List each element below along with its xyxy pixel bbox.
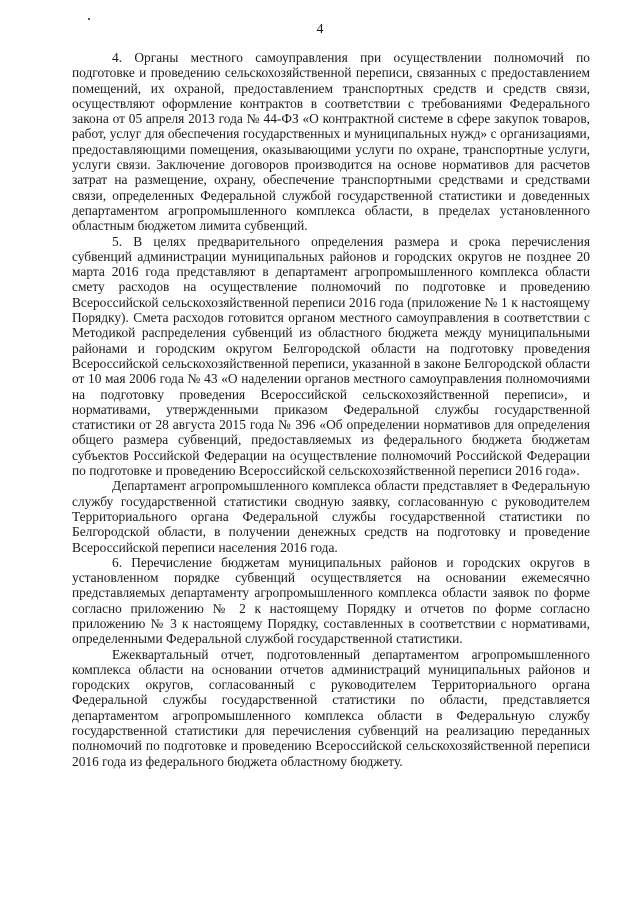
paragraph-5: 5. В целях предварительного определения размера и срока перечисления субвенций администрации муниципальных районов и городских округов не позднее 20 марта 2016 года представляют в департамент агропромышленного комплекса области смету расходов на осуществление полномочий по подготовке и проведению Всероссийской сельскохозяйственной переписи 2016 года (приложение № 1 к настоящему Порядку). Смета расходов готовится органом местного самоуправления в соответствии с Методикой распределения субвенций из областного бюджета между муниципальными районами и городским округом Белгородской области на подготовку проведения Всероссийской сельскохозяйственной переписи, указанной в законе Белгородской области от 10 мая 2006 года № 43 «О наделении органов местного самоуправления полномочиями на подготовку проведения Всероссийской сельскохозяйственной переписи», и нормативами, утвержденными приказом Федеральной службы государственной статистики от 28 августа 2015 года № 396 «Об определении нормативов для определения общего размера субвенций, предоставляемых из федерального бюджета бюджетам субъектов Российской Федерации на осуществление полномочий Российской Федерации по подготовке и проведению Всероссийской сельскохозяйственной переписи 2016 года». xyxy=(72,233,590,479)
paragraph-4: 4. Органы местного самоуправления при осуществлении полномочий по подготовке и проведению сельскохозяйственной переписи, связанных с предоставлением помещений, их охраной, предоставлением транспортных средств и средств связи, осуществляют оформление контрактов в соответствии с требованиями Федерального закона от 05 апреля 2013 года № 44-ФЗ «О контрактной системе в сфере закупок товаров, работ, услуг для обеспечения государственных и муниципальных нужд» с организациями, предоставляющими помещения, оказывающими услуги по охране, транспортные услуги, услуги связи. Заключение договоров производится на основе нормативов для расчетов затрат на размещение, охрану, обеспечение транспортными средствами и средствами связи, определенных Федеральной службой государственной статистики и доведенных департаментом агропромышленного комплекса области, в пределах установленного областным бюджетом лимита субвенций. xyxy=(72,50,590,234)
paragraph-quarterly-report: Ежеквартальный отчет, подготовленный департаментом агропромышленного комплекса области на основании отчетов администраций муниципальных районов и городских округов, согласованный с руководителем Территориального органа Федеральной службы государственной статистики по области, представляется департаментом агропромышленного комплекса области в Федеральную службу государственной статистики для перечисления субвенций на реализацию переданных полномочий по подготовке и проведению Всероссийской сельскохозяйственной переписи 2016 года из федерального бюджета областному бюджету. xyxy=(72,646,590,769)
document-body xyxy=(72,50,590,769)
paragraph-6: 6. Перечисление бюджетам муниципальных районов и городских округов в установленном порядке субвенций осуществляется на основании ежемесячно представляемых департаменту агропромышленного комплекса области заявок по форме согласно приложению № 2 к настоящему Порядку и отчетов по форме согласно приложению № 3 к настоящему Порядку, составленных в соответствии с нормативами, определенными Федеральной службой государственной статистики. xyxy=(72,554,590,647)
scan-speck xyxy=(88,18,90,20)
paragraph-department: Департамент агропромышленного комплекса области представляет в Федеральную службу государственной статистики сводную заявку, согласованную с руководителем Территориального органа Федеральной службы государственной статистики по Белгородской области, в получении денежных средств на подготовку и проведение Всероссийской переписи населения 2016 года. xyxy=(72,478,590,555)
page-number: 4 xyxy=(316,22,324,37)
